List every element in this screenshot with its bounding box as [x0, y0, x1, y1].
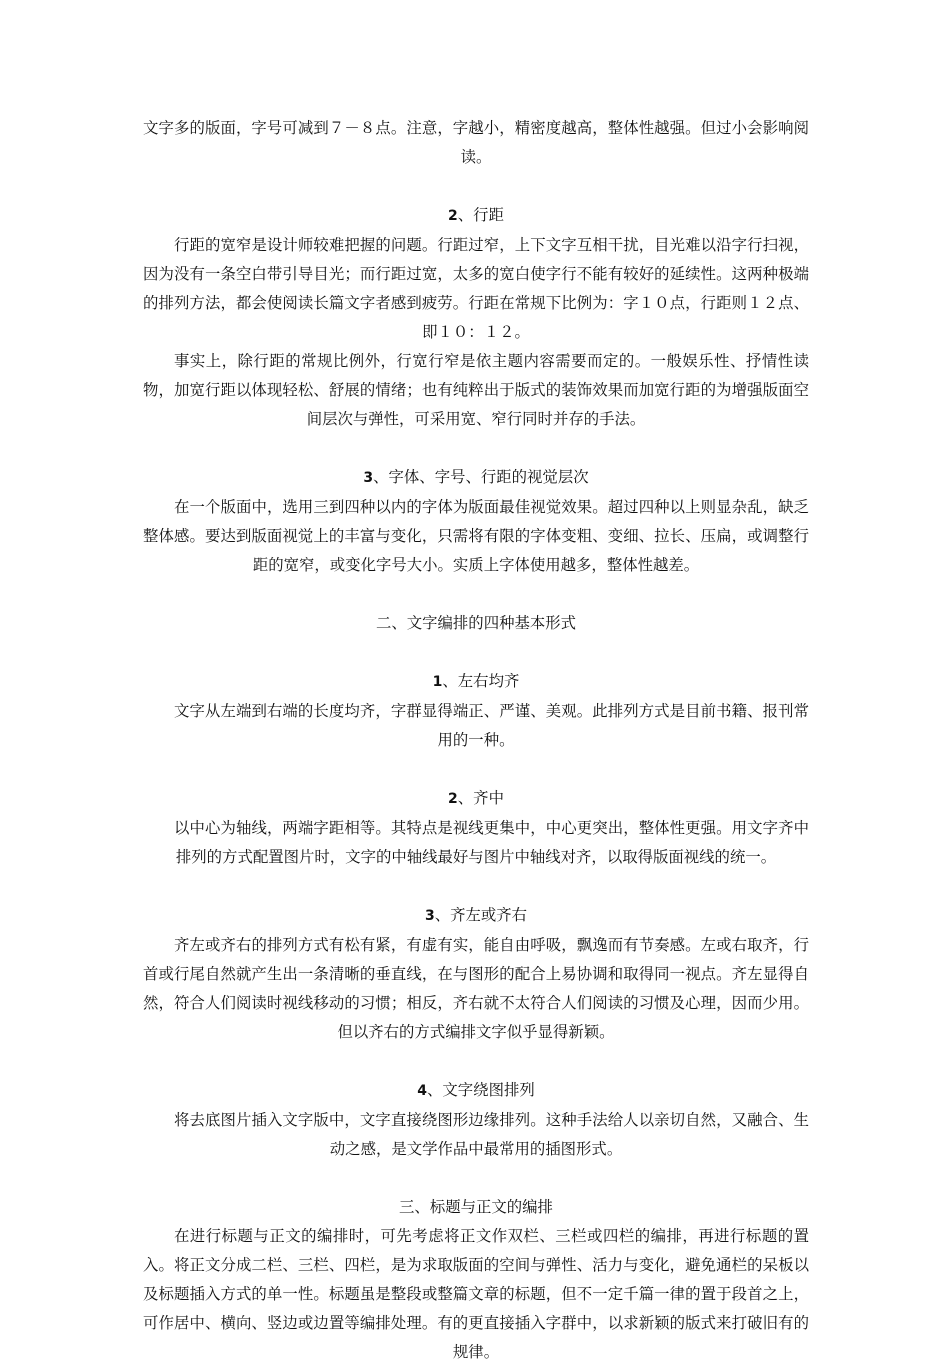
section-heading [143, 667, 809, 697]
heading-text: 二、文字编排的四种基本形式 [375, 614, 577, 632]
paragraph-spacer [143, 1047, 809, 1076]
section-heading [143, 609, 809, 638]
body-paragraph: 将去底图片插入文字版中，文字直接绕图形边缘排列。这种手法给人以亲切自然，又融合、生动之感，是文学作品中最常用的插图形式。 [174, 1111, 809, 1158]
heading-number: 4 [417, 1083, 427, 1099]
section-heading [143, 784, 809, 814]
section-heading [143, 1193, 809, 1222]
body-paragraph: 事实上，除行距的常规比例外，行宽行窄是依主题内容需要而定的。一般娱乐性、抒情性读物，加宽行距以体现轻松、舒展的情绪；也有纯粹出于版式的装饰效果而加宽行距的为增强版面空间层次与弹性，可采用宽、窄行同时并存的手法。 [143, 352, 809, 428]
heading-text: 三、标题与正文的编排 [399, 1198, 553, 1216]
body-paragraph: 文字从左端到右端的长度均齐，字群显得端正、严谨、美观。此排列方式是目前书籍、报刊常用的一种。 [174, 702, 809, 749]
heading-text: 、文字绕图排列 [427, 1081, 535, 1099]
heading-number: 3 [363, 470, 374, 486]
heading-text: 、齐左或齐右 [434, 906, 528, 924]
heading-number: 3 [424, 908, 435, 924]
paragraph-spacer [143, 755, 809, 784]
body-paragraph: 行距的宽窄是设计师较难把握的问题。行距过窄，上下文字互相干扰，目光难以沿字行扫视，因为没有一条空白带引导目光；而行距过宽，太多的宽白使字行不能有较好的延续性。这两种极端的排列方法，都会使阅读长篇文字者感到疲劳。行距在常规下比例为：字１０点，行距则１２点、即１０：１２。 [143, 236, 809, 341]
document-body [143, 114, 809, 1367]
paragraph-spacer [143, 434, 809, 463]
heading-text: 、齐中 [457, 789, 504, 807]
paragraph-spacer [143, 1164, 809, 1193]
body-paragraph: 齐左或齐右的排列方式有松有紧，有虚有实，能自由呼吸，飘逸而有节奏感。左或右取齐，行首或行尾自然就产生出一条清晰的垂直线，在与图形的配合上易协调和取得同一视点。齐左显得自然，符合人们阅读时视线移动的习惯；相反，齐右就不太符合人们阅读的习惯及心理，因而少用。但以齐右的方式编排文字似乎显得新颖。 [143, 936, 809, 1041]
heading-number: 2 [448, 208, 458, 224]
section-heading [143, 201, 809, 231]
heading-text: 、字体、字号、行距的视觉层次 [373, 468, 589, 486]
section-heading [143, 1076, 809, 1106]
paragraph-spacer [143, 172, 809, 201]
paragraph-spacer [143, 638, 809, 667]
heading-text: 、行距 [457, 206, 504, 224]
body-paragraph: 以中心为轴线，两端字距相等。其特点是视线更集中，中心更突出，整体性更强。用文字齐中排列的方式配置图片时，文字的中轴线最好与图片中轴线对齐，以取得版面视线的统一。 [174, 819, 809, 866]
body-paragraph: 在进行标题与正文的编排时，可先考虑将正文作双栏、三栏或四栏的编排，再进行标题的置入。将正文分成二栏、三栏、四栏，是为求取版面的空间与弹性、活力与变化，避免通栏的呆板以及标题插入方式的单一性。标题虽是整段或整篇文章的标题，但不一定千篇一律的置于段首之上，可作居中、横向、竖边或边置等编排处理。有的更直接插入字群中，以求新颖的版式来打破旧有的规律。 [143, 1227, 809, 1361]
paragraph-spacer [143, 580, 809, 609]
heading-number: 1 [432, 674, 443, 690]
body-paragraph: 在一个版面中，选用三到四种以内的字体为版面最佳视觉效果。超过四种以上则显杂乱，缺乏整体感。要达到版面视觉上的丰富与变化，只需将有限的字体变粗、变细、拉长、压扁，或调整行距的宽窄，或变化字号大小。实质上字体使用越多，整体性越差。 [143, 498, 809, 574]
heading-number: 2 [448, 791, 458, 807]
heading-text: 、左右均齐 [442, 672, 520, 690]
section-heading [143, 901, 809, 931]
section-heading [143, 463, 809, 493]
paragraph-spacer [143, 872, 809, 901]
body-paragraph: 文字多的版面，字号可减到７－８点。注意，字越小，精密度越高，整体性越强。但过小会影响阅读。 [143, 119, 809, 166]
